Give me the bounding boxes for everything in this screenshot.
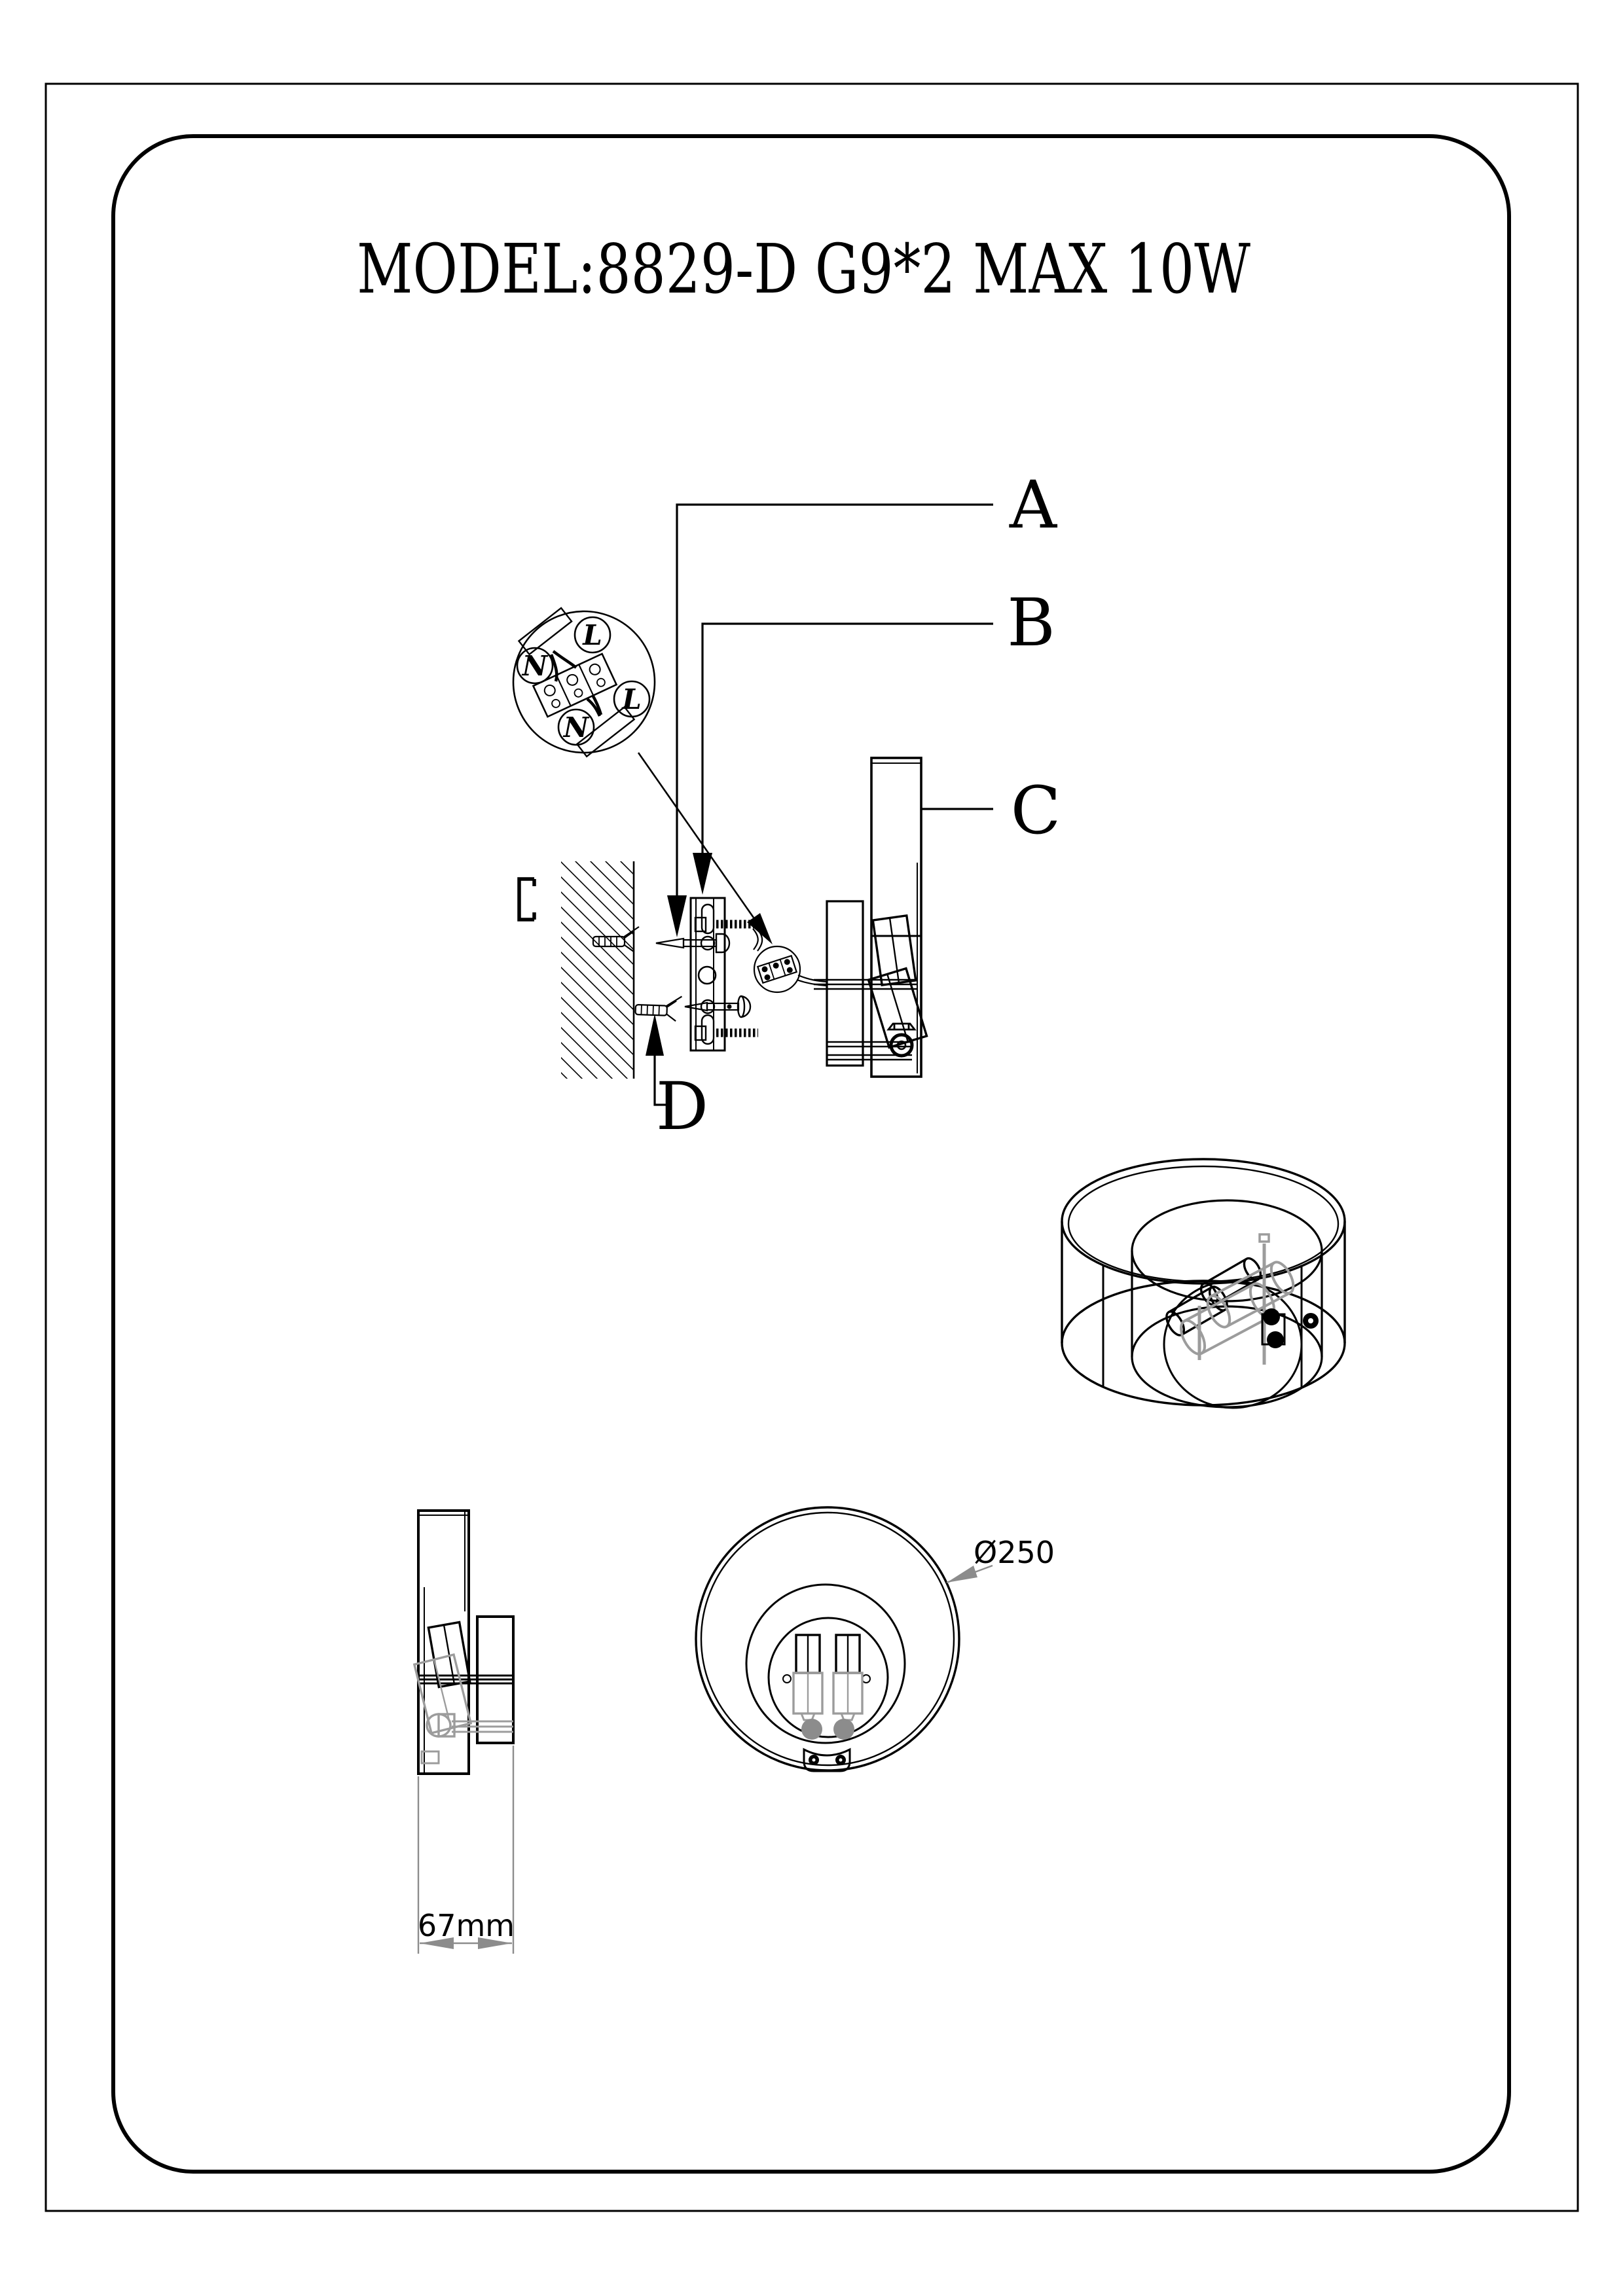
screw-hole	[862, 1675, 870, 1683]
label-live: L	[583, 619, 602, 651]
callout-d: D	[655, 1068, 709, 1145]
label-neutral: N	[563, 711, 589, 744]
g9-bulb-icon	[833, 1635, 862, 1740]
terminal-pod	[754, 946, 800, 992]
dimension-67mm	[418, 1746, 515, 1954]
arrow-down-icon	[693, 853, 712, 895]
hole	[701, 937, 714, 950]
dimension-diameter	[947, 1535, 1055, 1583]
wire-label-badges	[517, 617, 649, 745]
wiring-detail-circle	[513, 608, 773, 944]
dim-arrow-icon	[947, 1566, 977, 1583]
callout-a: A	[1009, 467, 1057, 543]
pointed-screw-icon	[656, 934, 729, 952]
g9-bulb-icon	[793, 1635, 822, 1740]
machine-screw-icon	[695, 918, 758, 931]
machine-screw-icon	[695, 1026, 758, 1040]
page-border	[46, 84, 1578, 2211]
channel-bracket	[519, 879, 534, 920]
wires	[753, 929, 827, 986]
callout-b: B	[1007, 584, 1055, 661]
bottom-bracket	[804, 1749, 850, 1771]
callout-lines	[646, 505, 993, 1105]
arrow-icon	[747, 913, 773, 944]
callout-c: C	[1010, 772, 1061, 849]
wall-hatch	[561, 861, 634, 1079]
screw-hole	[783, 1675, 791, 1683]
label-live: L	[622, 683, 642, 715]
pointed-screw-icon	[685, 996, 750, 1017]
arrow-down-icon	[667, 895, 687, 937]
perspective-view	[1062, 1159, 1345, 1408]
front-view	[696, 1507, 1055, 1771]
mounting-assembly	[519, 758, 926, 1079]
lamp-socket-icon	[427, 1714, 454, 1736]
wall-anchor-icon	[635, 995, 682, 1021]
depth-dimension-label: 67mm	[417, 1908, 515, 1943]
g9-bulb-icon	[873, 916, 915, 985]
arrow-up-icon	[646, 1014, 664, 1056]
slot	[702, 905, 714, 933]
backplate-side	[827, 901, 863, 1066]
lamp-socket-icon	[888, 1024, 915, 1056]
diameter-dimension-label: Ø250	[974, 1535, 1055, 1570]
g9-bulb-icon	[428, 1623, 469, 1687]
label-neutral: N	[522, 650, 548, 682]
page-title: MODEL:8829-D G9*2 MAX 10W	[357, 229, 1251, 309]
lamp-hardware	[1163, 1234, 1319, 1365]
detail-leader-line	[638, 753, 754, 918]
side-view	[414, 1511, 515, 1954]
